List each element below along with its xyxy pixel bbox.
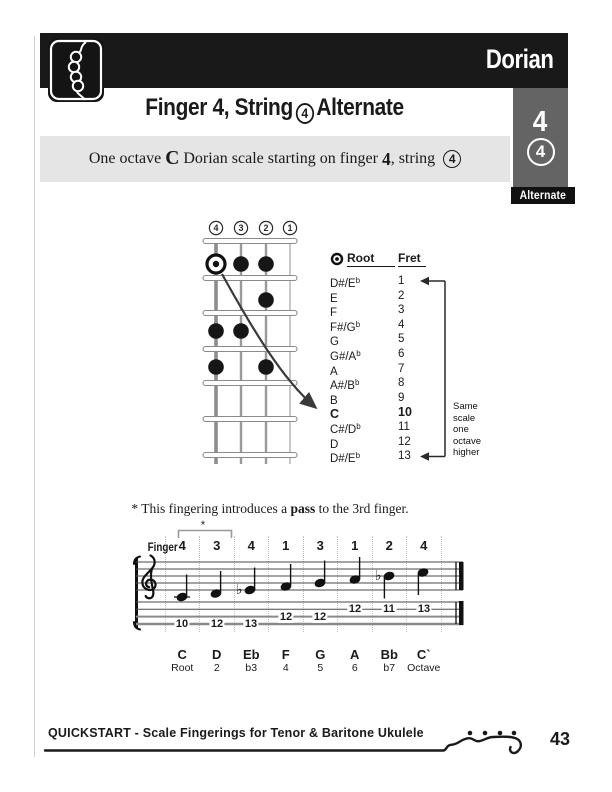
octave-annotation: Same scale one octave higher [453,401,481,459]
svg-text:3: 3 [238,223,244,234]
table-row: $C\#/D^b$ 11 [330,420,410,436]
page-edge-line [34,36,35,757]
table-row: $D\#/E^b$ 13 [330,450,411,466]
tab-fret: 12 [210,618,224,630]
headstock-logo-icon [48,38,104,102]
tab-fret: 11 [383,603,395,615]
tab-fret: 13 [244,618,258,630]
string-labels [209,221,296,234]
svg-text:4: 4 [213,223,219,234]
scale-degrees-row: Root 2 b3 4 5 6 b7 Octave [171,662,441,674]
fingering-note: * This fingering introduces a pass to the 3rd finger. [131,501,409,516]
tab-fret: 10 [175,618,189,630]
flat-icon: ♭ [236,582,243,598]
table-row: D 12 [330,435,411,451]
notes [176,557,429,602]
table-row: $G\#/A^b$ 6 [330,347,405,363]
tab-fret: 12 [313,611,327,623]
circled-string-number: 4 [443,150,461,168]
tab-fret: 12 [279,611,293,623]
root-legend-icon [330,252,344,266]
note-names-row: C D Eb F G A Bb C` [177,647,431,662]
table-row: E 2 [330,289,405,305]
mode-label: Dorian [486,44,554,74]
table-row: B 9 [330,391,405,407]
circled-string-number: 4 [296,103,314,124]
finger-numbers-row: 4 3 4 1 3 1 2 4 [178,538,428,553]
root-column-header: Root [347,251,395,267]
table-row: $A\#/B^b$ 8 [330,377,405,393]
footer-squiggle-icon [40,720,540,770]
fret-column-header: Fret [398,251,426,267]
subtitle: One octave C Dorian scale starting on finger 4 , string 4 [40,136,510,182]
tab-fret: 12 [348,603,362,615]
fretboard-diagram [195,218,345,475]
footer-book-title: QUICKSTART - Scale Fingerings for Tenor & Baritone Ukulele [48,726,424,740]
table-row: A 7 [330,362,405,378]
svg-text:2: 2 [263,223,269,234]
flat-icon: ♭ [375,568,382,584]
side-tab [513,88,568,187]
table-row: $F\#/G^b$ 4 [330,318,405,334]
finger-row-label: Finger [147,540,178,554]
pass-star-mark: * [200,518,206,532]
root-marker-icon [207,255,225,273]
table-row-root-octave: C 10 [330,405,412,422]
page-number: 43 [549,729,571,749]
svg-text:1: 1 [287,223,293,234]
side-tab-variant: Alternate [511,187,575,204]
side-tab-string: 4 [527,138,555,166]
side-tab-finger: 4 [533,106,548,138]
table-row: $D\#/E^b$ 1 [330,275,405,290]
finger-number: 4 [381,148,391,169]
title-text-post: Alternate [316,94,405,121]
page-title [40,94,510,124]
tab-fret: 13 [417,603,431,615]
root-note-letter: C [165,148,180,169]
table-row: F 3 [330,304,405,320]
note-table-header [330,251,450,268]
title-text-pre: Finger 4, String [145,94,294,121]
table-row: G 5 [330,333,405,349]
